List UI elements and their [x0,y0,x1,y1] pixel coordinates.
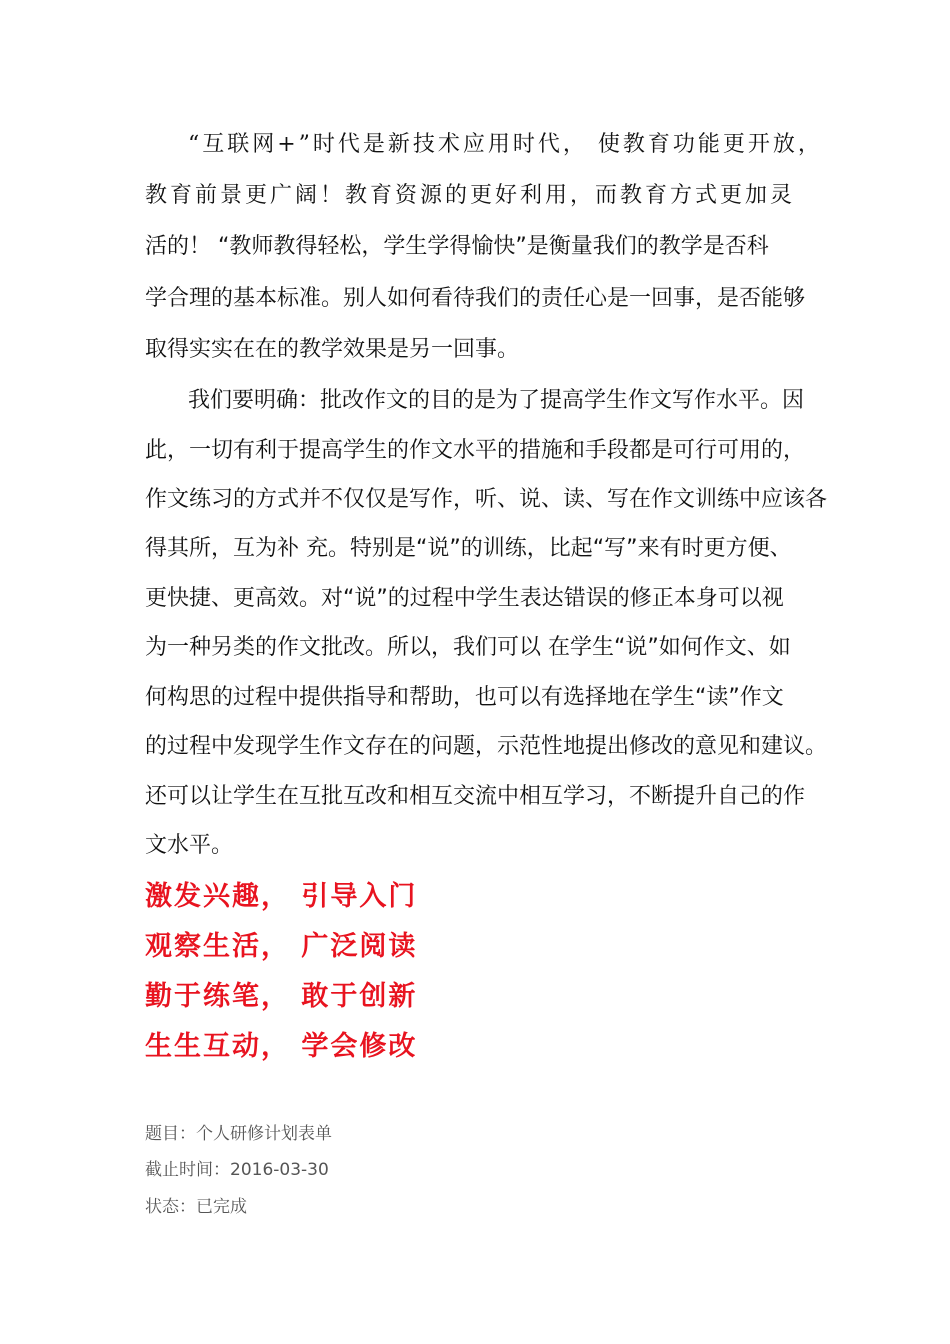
paragraph-2-line-4: 得其所，互为补 充。特别是“说”的训练，比起“写”来有时更方便、 [145,536,792,561]
meta-title [145,1122,332,1146]
slogan-4: 生生互动， 学会修改 [145,1031,418,1062]
paragraph-1-line-3: 活的！ “教师教得轻松，学生学得愉快”是衡量我们的教学是否科 [145,234,769,259]
paragraph-2-line-2: 此，一切有利于提高学生的作文水平的措施和手段都是可行可用的， [145,438,806,463]
meta-status [145,1195,247,1219]
paragraph-2-line-1: 我们要明确：批改作文的目的是为了提高学生作文写作水平。因 [188,388,805,413]
meta-deadline-label: 截止时间： [145,1160,230,1180]
paragraph-2-line-5: 更快捷、更高效。对“说”的过程中学生表达错误的修正本身可以视 [145,586,784,611]
slogan-3: 勤于练笔， 敢于创新 [145,981,418,1012]
slogan-1: 激发兴趣， 引导入门 [145,881,418,912]
paragraph-2-line-8: 的过程中发现学生作文存在的问题，示范性地提出修改的意见和建议。 [145,734,828,759]
meta-deadline [145,1158,329,1182]
paragraph-2-line-7: 何构思的过程中提供指导和帮助，也可以有选择地在学生“读”作文 [145,685,784,710]
slogan-2: 观察生活， 广泛阅读 [145,931,418,962]
paragraph-2-line-3: 作文练习的方式并不仅仅是写作，听、说、读、写在作文训练中应该各 [145,487,828,512]
paragraph-1-line-1: “互联网+”时代是新技术应用时代， 使教育功能更开放， [188,132,823,157]
paragraph-2-line-10: 文水平。 [145,833,234,858]
paragraph-2-line-6: 为一种另类的作文批改。所以，我们可以 在学生“说”如何作文、如 [145,635,791,660]
paragraph-1-line-5: 取得实实在在的教学效果是另一回事。 [145,337,520,362]
paragraph-1-line-2: 教育前景更广阔！教育资源的更好利用，而教育方式更加灵 [145,183,796,208]
paragraph-2-line-9: 还可以让学生在互批互改和相互交流中相互学习，不断提升自己的作 [145,784,806,809]
meta-title-label: 题目： [145,1124,196,1144]
meta-status-label: 状态： [145,1197,196,1217]
paragraph-1-line-4: 学合理的基本标准。别人如何看待我们的责任心是一回事，是否能够 [145,286,806,311]
meta-status-value: 已完成 [196,1197,247,1217]
meta-deadline-value: 2016-03-30 [230,1160,329,1180]
meta-title-value: 个人研修计划表单 [196,1124,332,1144]
